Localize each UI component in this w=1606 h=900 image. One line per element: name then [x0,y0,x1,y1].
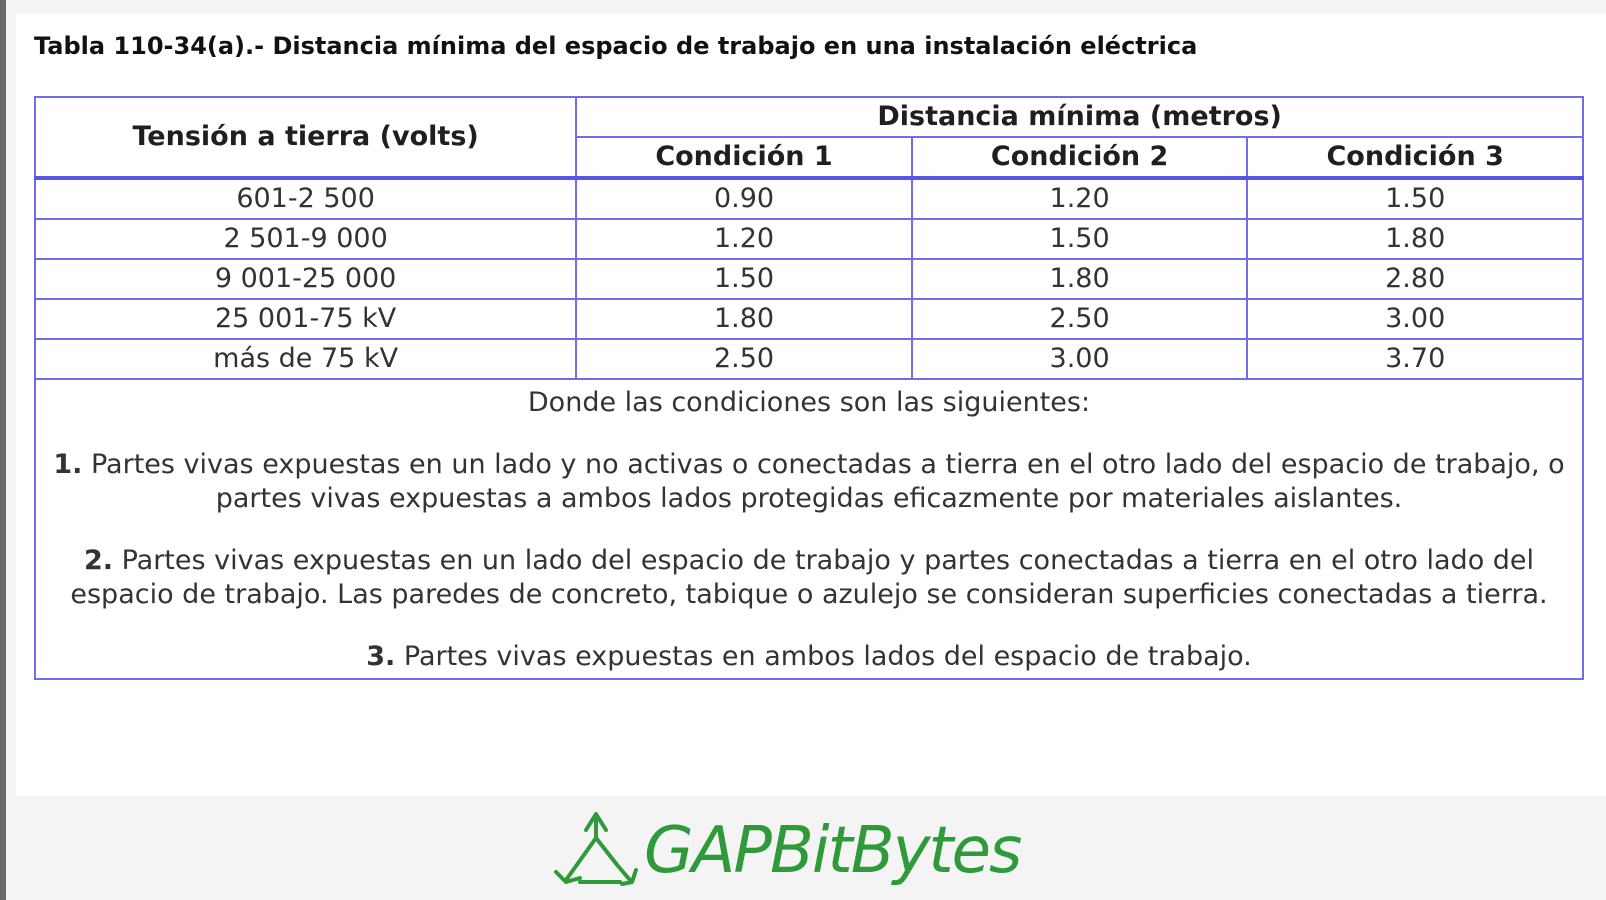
conditions-notes [35,379,1583,679]
condition-2-header: Condición 2 [912,137,1248,178]
condition-1-header: Condición 1 [576,137,912,178]
distance-group-header: Distancia mínima (metros) [576,97,1583,137]
notes-intro: Donde las condiciones son las siguientes: [527,387,1091,418]
table-row [35,339,1583,379]
condition-1-note [44,448,1574,516]
condition-1-cell: 1.50 [576,259,912,299]
voltage-cell: más de 75 kV [35,339,576,379]
condition-1-cell: 1.80 [576,299,912,339]
condition-3-number: 3. [366,641,396,672]
voltage-cell: 9 001-25 000 [35,259,576,299]
condition-2-number: 2. [83,545,113,576]
condition-2-cell: 3.00 [912,339,1248,379]
window-left-edge [0,0,6,900]
recycle-triangle-icon [552,808,648,894]
condition-3-cell: 2.80 [1247,259,1583,299]
table-row [35,219,1583,259]
condition-1-cell: 0.90 [576,178,912,219]
condition-2-text: Partes vivas expuestas en un lado del espacio de trabajo y partes conectadas a tierra en el otro lado del espacio de trabajo. Las paredes de concreto, tabique o azulejo se consideran superficies conectadas a tierra. [70,545,1548,610]
condition-2-cell: 1.50 [912,219,1248,259]
table-row [35,178,1583,219]
logo-text: GAPBitBytes [644,814,1021,888]
condition-3-note [44,640,1574,674]
voltage-cell: 2 501-9 000 [35,219,576,259]
table-row [35,259,1583,299]
distance-table [34,96,1584,680]
condition-3-cell: 1.80 [1247,219,1583,259]
condition-3-header: Condición 3 [1247,137,1583,178]
condition-3-cell: 1.50 [1247,178,1583,219]
condition-3-text: Partes vivas expuestas en ambos lados del espacio de trabajo. [403,641,1252,672]
condition-1-number: 1. [53,449,83,480]
voltage-cell: 601-2 500 [35,178,576,219]
condition-2-cell: 2.50 [912,299,1248,339]
table-title: Tabla 110-34(a).- Distancia mínima del espacio de trabajo en una instalación eléctrica [34,32,1198,60]
condition-1-cell: 2.50 [576,339,912,379]
voltage-cell: 25 001-75 kV [35,299,576,339]
condition-3-cell: 3.00 [1247,299,1583,339]
condition-2-cell: 1.20 [912,178,1248,219]
voltage-column-header: Tensión a tierra (volts) [35,97,576,178]
condition-1-text: Partes vivas expuestas en un lado y no activas o conectadas a tierra en el otro lado del espacio de trabajo, o partes vivas expuestas a ambos lados protegidas eficazmente por materiales aislantes. [90,449,1565,514]
condition-2-note [44,544,1574,612]
condition-2-cell: 1.80 [912,259,1248,299]
gapbitbytes-logo [552,808,1052,898]
condition-3-cell: 3.70 [1247,339,1583,379]
table-row [35,299,1583,339]
condition-1-cell: 1.20 [576,219,912,259]
